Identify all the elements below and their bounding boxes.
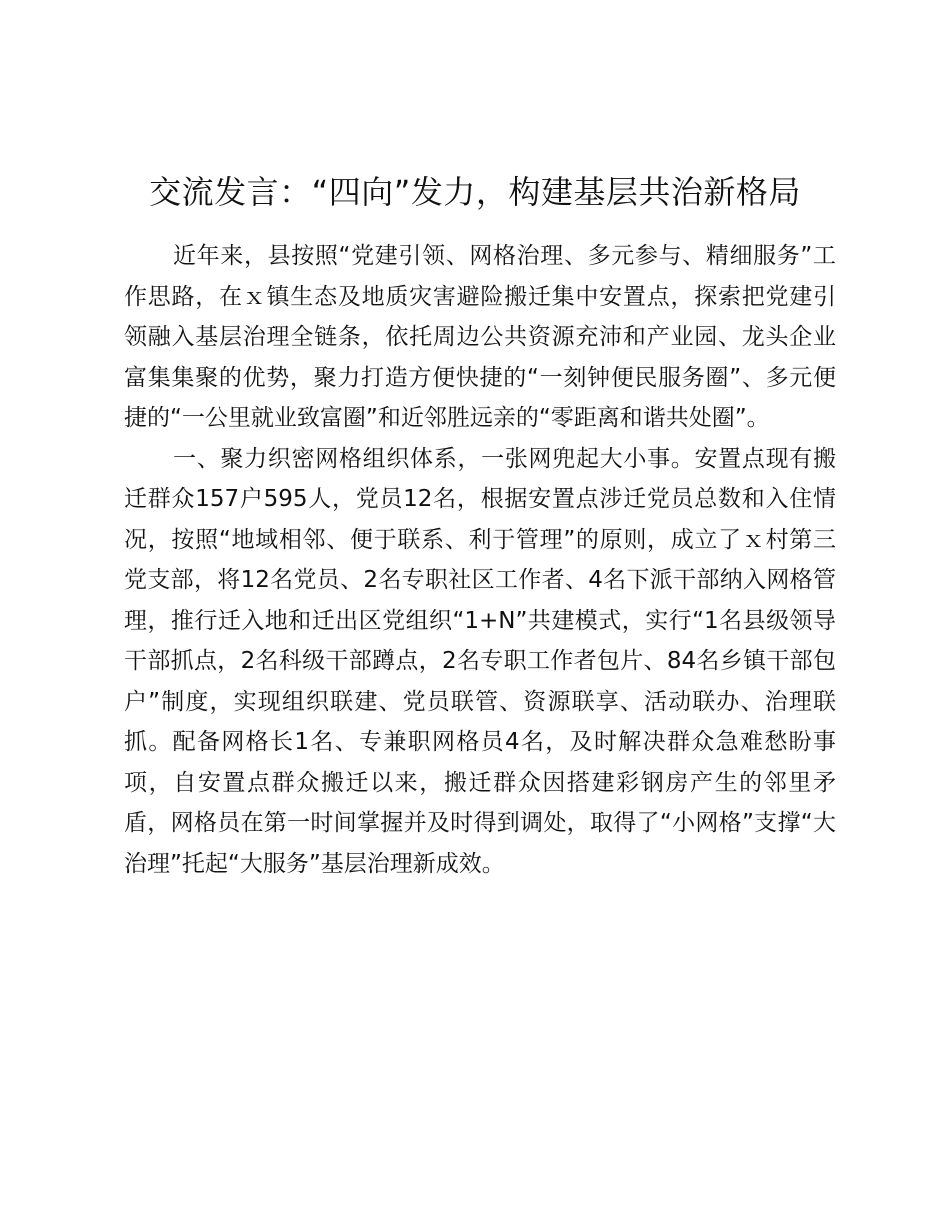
document-body [124, 236, 836, 884]
document-title: 交流发言：“四向”发力，构建基层共治新格局 [149, 173, 801, 211]
paragraph-section-one: 一、聚力织密网格组织体系，一张网兜起大小事。安置点现有搬迁群众157户595人，党员12名，根据安置点涉迁党员总数和入住情况，按照“地域相邻、便于联系、利于管理”的原则，成立了ｘ村第三党支部，将12名党员、2名专职社区工作者、4名下派干部纳入网格管理，推行迁入地和迁出区党组织“1+N”共建模式，实行“1名县级领导干部抓点，2名科级干部蹲点，2名专职工作者包片、84名乡镇干部包户”制度，实现组织联建、党员联管、资源联享、活动联办、治理联抓。配备网格长1名、专兼职网格员4名，及时解决群众急难愁盼事项，自安置点群众搬迁以来，搬迁群众因搭建彩钢房产生的邻里矛盾，网格员在第一时间掌握并及时得到调处，取得了“小网格”支撑“大治理”托起“大服务”基层治理新成效。 [124, 445, 836, 877]
paragraph-intro: 近年来，县按照“党建引领、网格治理、多元参与、精细服务”工作思路，在ｘ镇生态及地质灾害避险搬迁集中安置点，探索把党建引领融入基层治理全链条，依托周边公共资源充沛和产业园、龙头企业富集集聚的优势，聚力打造方便快捷的“一刻钟便民服务圈”、多元便捷的“一公里就业致富圈”和近邻胜远亲的“零距离和谐共处圈”。 [124, 243, 836, 431]
